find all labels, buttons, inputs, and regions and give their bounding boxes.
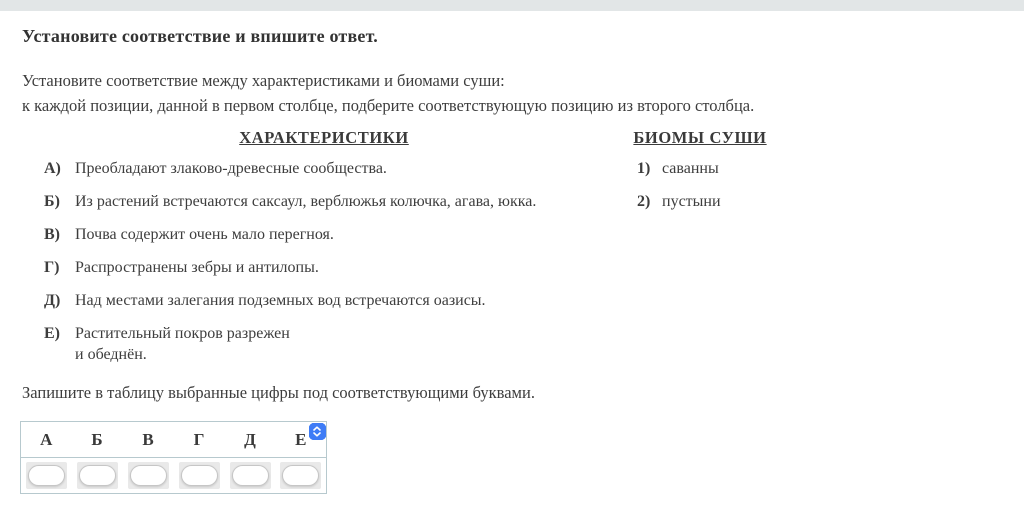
biomes-header: БИОМЫ СУШИ — [633, 128, 767, 147]
characteristic-row-g — [44, 257, 536, 278]
biome-number: 1) — [637, 160, 651, 177]
characteristic-text-line: Растительный покров разрежен — [75, 325, 290, 342]
biome-text: саванны — [662, 160, 719, 177]
answer-cell-v — [123, 458, 174, 494]
answer-cell-b — [72, 458, 123, 494]
characteristic-row-b — [44, 191, 536, 212]
characteristic-text-line: Преобладают злаково-древесные сообщества. — [75, 160, 387, 177]
characteristic-text — [75, 290, 486, 311]
characteristics-list — [44, 158, 536, 377]
answer-cell-a — [21, 458, 72, 494]
answer-stepper-d — [230, 462, 271, 489]
characteristic-letter: В) — [44, 226, 60, 243]
spinner-button-e[interactable] — [309, 423, 326, 440]
answer-input-e[interactable] — [282, 465, 319, 486]
characteristic-row-d — [44, 290, 536, 311]
answer-column-label-a: А — [21, 422, 72, 458]
biomes-list — [637, 158, 721, 224]
answer-input-a[interactable] — [28, 465, 65, 486]
answer-input-g[interactable] — [181, 465, 218, 486]
characteristic-row-e — [44, 323, 536, 365]
answer-table-header-row — [21, 422, 327, 458]
answer-stepper-a — [26, 462, 67, 489]
characteristic-text — [75, 257, 319, 278]
answer-instruction: Запишите в таблицу выбранные цифры под соответствующими буквами. — [22, 383, 535, 402]
biome-number: 2) — [637, 193, 651, 210]
characteristics-header: ХАРАКТЕРИСТИКИ — [239, 128, 409, 147]
biome-row-2 — [637, 191, 721, 212]
characteristic-letter: Г) — [44, 259, 60, 276]
characteristic-text-line: Над местами залегания подземных вод встречаются оазисы. — [75, 292, 486, 309]
characteristic-text-line: Из растений встречаются саксаул, верблюжья колючка, агава, юкка. — [75, 193, 537, 210]
task-intro-line: к каждой позиции, данной в первом столбце, подберите соответствующую позицию из второго столбца. — [22, 96, 755, 115]
answer-stepper-e — [280, 462, 321, 489]
characteristic-text-line: Почва содержит очень мало перегноя. — [75, 226, 334, 243]
characteristic-letter: Е) — [44, 325, 60, 342]
answer-input-b[interactable] — [79, 465, 116, 486]
answer-input-d[interactable] — [232, 465, 269, 486]
answer-cell-g — [174, 458, 225, 494]
characteristic-row-v — [44, 224, 536, 245]
spinner-arrows-icon — [313, 426, 321, 437]
task-intro-line: Установите соответствие между характеристиками и биомами суши: — [22, 71, 505, 90]
answer-column-label-b: Б — [72, 422, 123, 458]
characteristic-text — [75, 224, 334, 245]
characteristic-text-line: Распространены зебры и антилопы. — [75, 259, 319, 276]
answer-table — [20, 421, 327, 494]
answer-stepper-b — [77, 462, 118, 489]
answer-column-label-v: В — [123, 422, 174, 458]
answer-column-label-d: Д — [225, 422, 276, 458]
characteristic-letter: Д) — [44, 292, 61, 309]
characteristic-letter: Б) — [44, 193, 60, 210]
characteristic-row-a — [44, 158, 536, 179]
top-bar — [0, 0, 1024, 11]
answer-input-v[interactable] — [130, 465, 167, 486]
biome-text: пустыни — [662, 193, 721, 210]
biome-row-1 — [637, 158, 721, 179]
answer-stepper-g — [179, 462, 220, 489]
answer-column-label-e: Е — [276, 422, 327, 458]
answer-table-input-row — [21, 458, 327, 494]
characteristic-text — [75, 323, 290, 365]
characteristic-text — [75, 158, 387, 179]
page-title: Установите соответствие и впишите ответ. — [22, 26, 378, 46]
answer-stepper-v — [128, 462, 169, 489]
characteristic-text — [75, 191, 536, 212]
characteristic-letter: А) — [44, 160, 61, 177]
answer-cell-d — [225, 458, 276, 494]
answer-column-label-g: Г — [174, 422, 225, 458]
answer-cell-e — [276, 458, 327, 494]
characteristic-text-line: и обеднён. — [75, 346, 147, 363]
task-intro — [22, 68, 754, 118]
